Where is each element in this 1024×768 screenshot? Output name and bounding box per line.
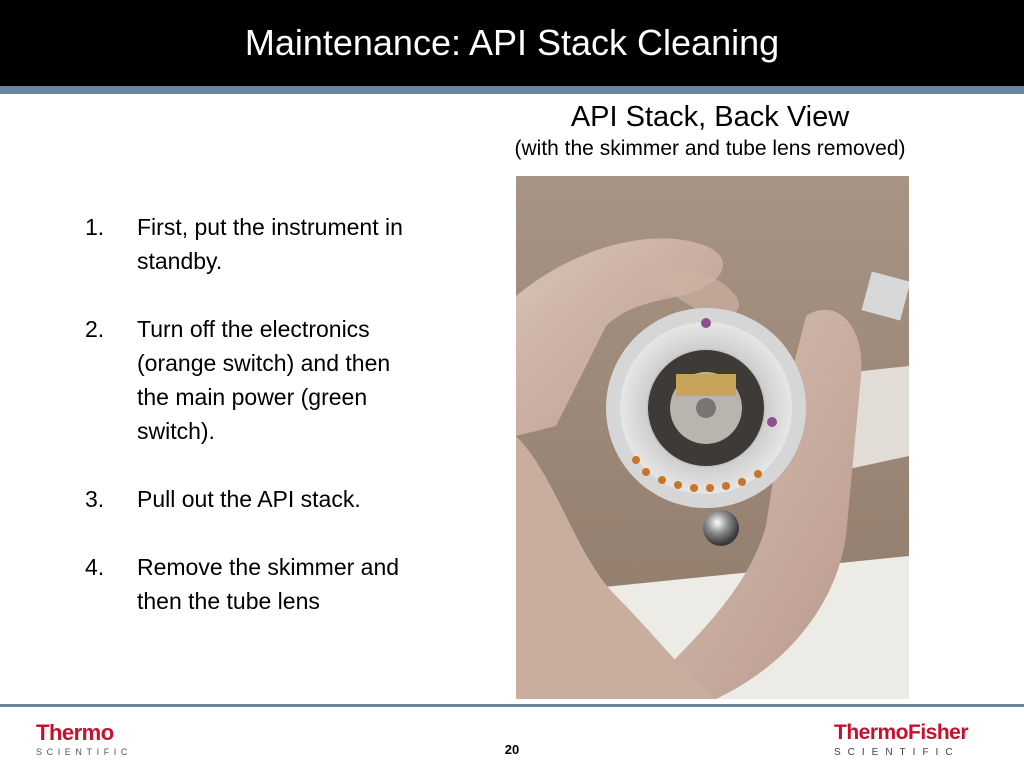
step-number: 3. [85, 486, 105, 512]
step-number: 4. [85, 554, 105, 580]
caption-main: API Stack, Back View [570, 101, 850, 133]
step-number: 2. [85, 316, 105, 342]
footer-divider [0, 704, 1024, 707]
step-text: Remove the skimmer and then the tube lens [137, 554, 400, 614]
slide-title: Maintenance: API Stack Cleaning [244, 22, 780, 63]
logo-left-sub: SCIENTIFIC [36, 747, 133, 757]
thermo-fisher-scientific-logo [834, 722, 984, 758]
title-divider [0, 86, 1024, 94]
logo-right-name: ThermoFisher [834, 721, 969, 744]
caption-sub: (with the skimmer and tube lens removed) [514, 137, 906, 160]
list-item [80, 210, 440, 278]
steps-list [80, 210, 440, 652]
step-text: First, put the instrument in standby. [137, 214, 403, 274]
step-text: Turn off the electronics (orange switch) and then the main power (green switch). [137, 316, 391, 444]
page-number: 20 [504, 742, 520, 757]
title-bar [0, 0, 1024, 86]
thermo-scientific-logo [36, 722, 146, 757]
photo-caption [440, 100, 980, 162]
logo-left-name: Thermo [36, 720, 114, 745]
api-stack-photo [516, 176, 909, 699]
list-item [80, 482, 440, 516]
list-item [80, 550, 440, 618]
step-text: Pull out the API stack. [137, 486, 361, 512]
logo-right-sub: SCIENTIFIC [834, 747, 960, 758]
api-stack-illustration [516, 176, 909, 699]
list-item [80, 312, 440, 448]
step-number: 1. [85, 214, 105, 240]
